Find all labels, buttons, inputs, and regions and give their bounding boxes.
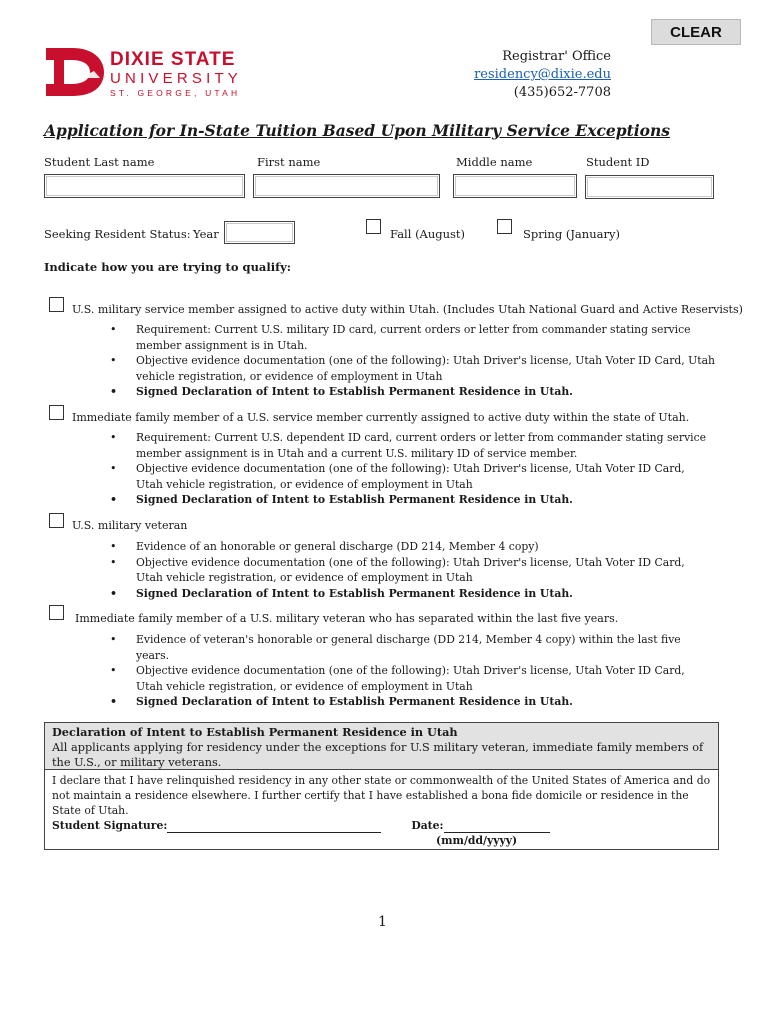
middle-name-label: Middle name xyxy=(456,155,533,169)
list-item: • Requirement: Current U.S. military ID card, current orders or letter from commander stating service member assignment is in Utah. xyxy=(110,322,725,353)
list-item: • Signed Declaration of Intent to Establish Permanent Residence in Utah. xyxy=(110,384,725,400)
first-name-label: First name xyxy=(257,155,321,169)
list-item: • Objective evidence documentation (one of the following): Utah Driver's license, Utah Voter ID Card, Utah vehicle registration, or evidence of employment in Utah xyxy=(110,663,710,694)
middle-name-field[interactable] xyxy=(453,174,577,198)
option-family-active-duty-requirements xyxy=(110,430,710,508)
declaration-box xyxy=(44,722,719,850)
list-item: • Evidence of an honorable or general discharge (DD 214, Member 4 copy) xyxy=(110,539,710,555)
list-item: • Requirement: Current U.S. dependent ID card, current orders or letter from commander stating service member assignment is in Utah and a current U.S. military ID of service member. xyxy=(110,430,710,461)
page-number: 1 xyxy=(378,914,387,930)
declaration-body xyxy=(45,770,718,851)
logo-line3: ST. GEORGE, UTAH xyxy=(110,88,241,98)
date-label: Date: xyxy=(411,819,444,832)
page-title: Application for In-State Tuition Based Upon Military Service Exceptions xyxy=(44,121,670,140)
declaration-title: Declaration of Intent to Establish Permanent Residence in Utah xyxy=(52,725,458,739)
signature-row xyxy=(52,818,711,833)
option-family-active-duty-label: Immediate family member of a U.S. service member currently assigned to active duty within the state of Utah. xyxy=(72,411,690,424)
option-family-active-duty-checkbox[interactable] xyxy=(49,405,64,420)
year-field[interactable] xyxy=(224,221,295,244)
option-family-veteran-requirements xyxy=(110,632,710,710)
seeking-status-label: Seeking Resident Status: xyxy=(44,227,191,241)
registrar-office: Registrar' Office xyxy=(502,49,611,64)
registrar-contact xyxy=(380,48,611,102)
option-active-duty-label: U.S. military service member assigned to active duty within Utah. (Includes Utah National Guard and Active Reservists) xyxy=(72,303,743,316)
signature-label: Student Signature: xyxy=(52,819,168,832)
spring-checkbox[interactable] xyxy=(497,219,512,234)
logo-line1: DIXIE STATE xyxy=(110,49,236,70)
last-name-field[interactable] xyxy=(44,174,245,198)
option-active-duty-requirements xyxy=(110,322,725,400)
list-item: • Objective evidence documentation (one of the following): Utah Driver's license, Utah Voter ID Card, Utah vehicle registration, or evidence of employment in Utah xyxy=(110,555,710,586)
list-item: • Objective evidence documentation (one of the following): Utah Driver's license, Utah Voter ID Card, Utah vehicle registration, or evidence of employment in Utah xyxy=(110,461,710,492)
year-label: Year xyxy=(193,227,219,241)
declaration-header xyxy=(45,723,718,770)
qualify-heading: Indicate how you are trying to qualify: xyxy=(44,260,291,274)
option-family-veteran-label: Immediate family member of a U.S. military veteran who has separated within the last five years. xyxy=(75,612,619,625)
option-veteran-label: U.S. military veteran xyxy=(72,519,188,532)
option-active-duty-checkbox[interactable] xyxy=(49,297,64,312)
list-item: • Signed Declaration of Intent to Establish Permanent Residence in Utah. xyxy=(110,492,710,508)
list-item: • Signed Declaration of Intent to Establish Permanent Residence in Utah. xyxy=(110,694,710,710)
date-format-hint: (mm/dd/yyyy) xyxy=(436,834,518,847)
option-family-veteran-checkbox[interactable] xyxy=(49,605,64,620)
student-id-label: Student ID xyxy=(586,155,650,169)
fall-checkbox[interactable] xyxy=(366,219,381,234)
registrar-phone: (435)652-7708 xyxy=(513,85,611,100)
signature-field[interactable] xyxy=(167,820,381,833)
date-field[interactable] xyxy=(444,820,550,833)
option-veteran-checkbox[interactable] xyxy=(49,513,64,528)
dixie-state-logo xyxy=(44,44,244,100)
option-veteran-requirements xyxy=(110,539,710,601)
fall-label: Fall (August) xyxy=(390,227,466,241)
list-item: • Objective evidence documentation (one of the following): Utah Driver's license, Utah Voter ID Card, Utah vehicle registration, or evidence of employment in Utah xyxy=(110,353,725,384)
list-item: • Evidence of veteran's honorable or general discharge (DD 214, Member 4 copy) within the last five years. xyxy=(110,632,710,663)
clear-button[interactable]: CLEAR xyxy=(651,19,741,45)
declaration-subtitle: All applicants applying for residency under the exceptions for U.S military veteran, immediate family members of the U.S., or military veterans. xyxy=(52,741,704,769)
registrar-email-link[interactable]: residency@dixie.edu xyxy=(474,67,611,82)
spring-label: Spring (January) xyxy=(523,227,620,241)
student-id-field[interactable] xyxy=(585,175,714,199)
last-name-label: Student Last name xyxy=(44,155,155,169)
first-name-field[interactable] xyxy=(253,174,440,198)
list-item: • Signed Declaration of Intent to Establish Permanent Residence in Utah. xyxy=(110,586,710,602)
declaration-text: I declare that I have relinquished residency in any other state or commonwealth of the United States of America and do not maintain a residence elsewhere. I further certify that I have established a bona fide domicile or residence in the State of Utah. xyxy=(52,774,711,817)
logo-d-mark xyxy=(44,44,244,100)
logo-line2: UNIVERSITY xyxy=(110,70,243,87)
